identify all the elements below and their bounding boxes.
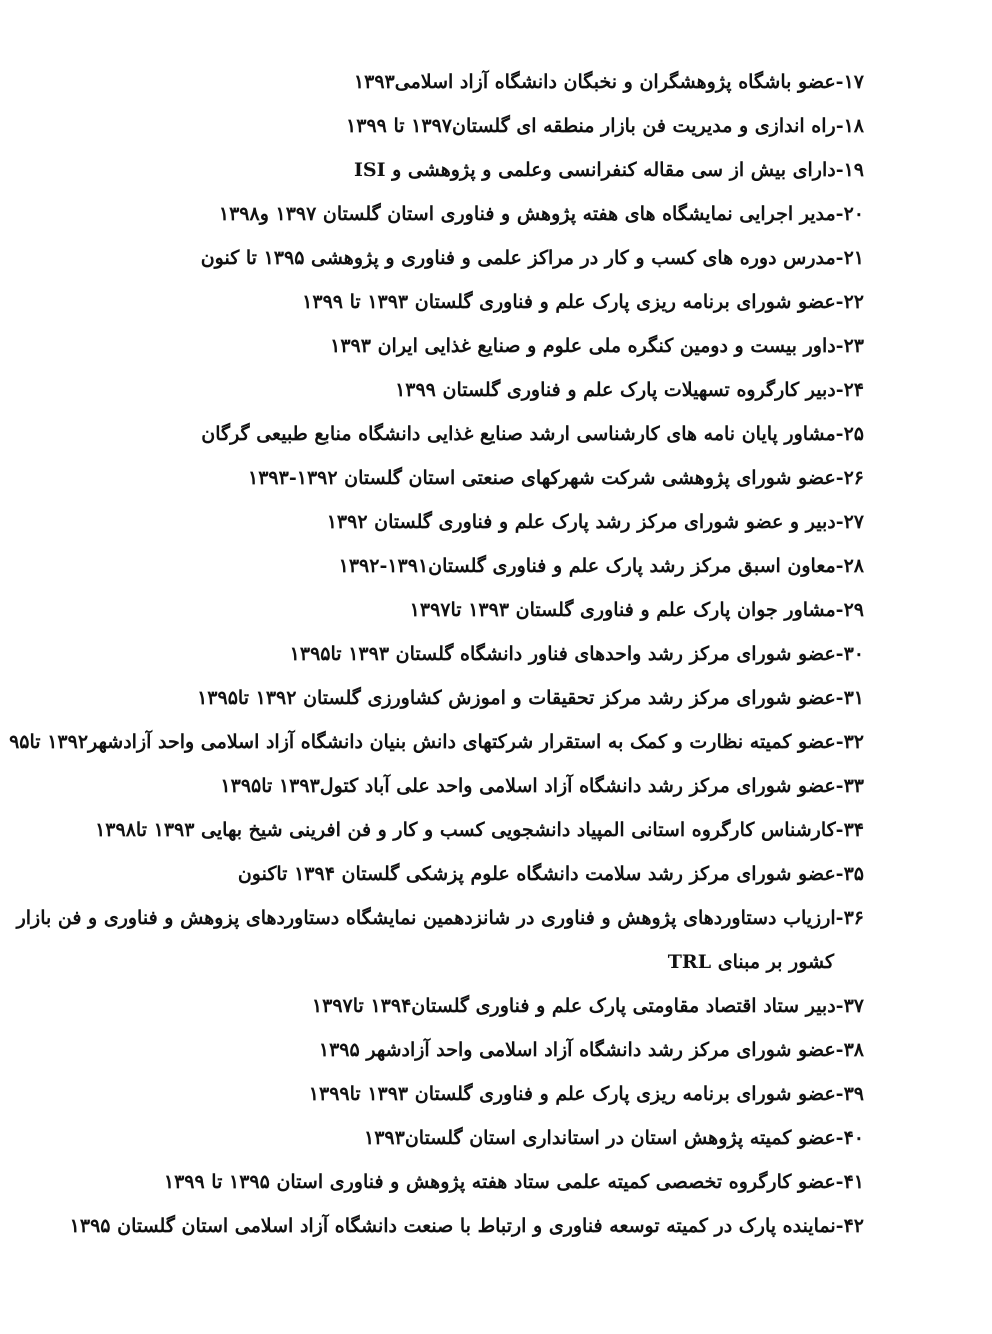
- list-item-31: ۳۱-عضو شورای مرکز رشد مرکز تحقیقات و اموزش کشاورزی گلستان ۱۳۹۲ تا۱۳۹۵: [197, 687, 864, 709]
- list-item-33: ۳۳-عضو شورای مرکز رشد دانشگاه آزاد اسلامی واحد علی آباد کتول۱۳۹۳ تا۱۳۹۵: [220, 775, 864, 797]
- list-item-36-line1: ۳۶-ارزیاب دستاوردهای پژوهش و فناوری در شانزدهمین نمایشگاه دستاوردهای پزوهش و فناوری و فن بازار: [16, 907, 864, 929]
- list-item-25: ۲۵-مشاور پایان نامه های کارشناسی ارشد صنایع غذایی دانشگاه منابع طبیعی گرگان: [201, 423, 864, 445]
- list-item-24: ۲۴-دبیر کارگروه تسهیلات پارک علم و فناوری گلستان ۱۳۹۹: [395, 379, 864, 401]
- list-item-22: ۲۲-عضو شورای برنامه ریزی پارک علم و فناوری گلستان ۱۳۹۳ تا ۱۳۹۹: [302, 291, 864, 313]
- list-item-21: ۲۱-مدرس دوره های کسب و کار در مراکز علمی و فناوری و پژوهشی ۱۳۹۵ تا کنون: [200, 247, 864, 269]
- list-item-39: ۳۹-عضو شورای برنامه ریزی پارک علم و فناوری گلستان ۱۳۹۳ تا۱۳۹۹: [308, 1083, 864, 1105]
- activities-list: [4, 60, 864, 1248]
- list-item-18: ۱۸-راه اندازی و مدیریت فن بازار منطقه ای گلستان۱۳۹۷ تا ۱۳۹۹: [346, 115, 864, 137]
- list-item-42: ۴۲-نماینده پارک در کمیته توسعه فناوری و ارتباط با صنعت دانشگاه آزاد اسلامی استان گلستان ۱۳۹۵: [69, 1215, 864, 1237]
- list-item-35: ۳۵-عضو شورای مرکز رشد سلامت دانشگاه علوم پزشکی گلستان ۱۳۹۴ تاکنون: [237, 863, 864, 885]
- list-item-41: ۴۱-عضو کارگروه تخصصی کمیته علمی ستاد هفته پژوهش و فناوری استان ۱۳۹۵ تا ۱۳۹۹: [163, 1171, 864, 1193]
- list-item-27: ۲۷-دبیر و عضو شورای مرکز رشد پارک علم و فناوری گلستان ۱۳۹۲: [326, 511, 864, 533]
- list-item-28: ۲۸-معاون اسبق مرکز رشد پارک علم و فناوری گلستان۱۳۹۱-۱۳۹۲: [338, 555, 864, 577]
- list-item-38: ۳۸-عضو شورای مرکز رشد دانشگاه آزاد اسلامی واحد آزادشهر ۱۳۹۵: [318, 1039, 864, 1061]
- list-item-19: ۱۹-دارای بیش از سی مقاله کنفرانسی وعلمی و پژوهشی و ISI: [354, 159, 864, 181]
- list-item-20: ۲۰-مدیر اجرایی نمایشگاه های هفته پژوهش و فناوری استان گلستان ۱۳۹۷ و۱۳۹۸: [218, 203, 864, 225]
- list-item-30: ۳۰-عضو شورای مرکز رشد واحدهای فناور دانشگاه گلستان ۱۳۹۳ تا۱۳۹۵: [289, 643, 864, 665]
- list-item-40: ۴۰-عضو کمیته پژوهش استان در استانداری استان گلستان۱۳۹۳: [364, 1127, 864, 1149]
- list-item-36: [4, 896, 864, 984]
- list-item-17: ۱۷-عضو باشگاه پژوهشگران و نخبگان دانشگاه آزاد اسلامی۱۳۹۳: [353, 71, 864, 93]
- list-item-26: ۲۶-عضو شورای پژوهشی شرکت شهرکهای صنعتی استان گلستان ۱۳۹۲-۱۳۹۳: [248, 467, 864, 489]
- list-item-34: ۳۴-کارشناس کارگروه استانی المپیاد دانشجویی کسب و کار و فن افرینی شیخ بهایی ۱۳۹۳ تا۱۳۹۸: [95, 819, 864, 841]
- list-item-32: ۳۲-عضو کمیته نظارت و کمک به استقرار شرکتهای دانش بنیان دانشگاه آزاد اسلامی واحد آزادشهر۱۳۹۲ تا۹۵: [9, 731, 864, 753]
- list-item-37: ۳۷-دبیر ستاد اقتصاد مقاومتی پارک علم و فناوری گلستان۱۳۹۴ تا۱۳۹۷: [311, 995, 864, 1017]
- list-item-29: ۲۹-مشاور جوان پارک علم و فناوری گلستان ۱۳۹۳ تا۱۳۹۷: [409, 599, 864, 621]
- list-item-36-line2: کشور بر مبنای TRL: [667, 951, 834, 973]
- list-item-23: ۲۳-داور بیست و دومین کنگره ملی علوم و صنایع غذایی ایران ۱۳۹۳: [330, 335, 864, 357]
